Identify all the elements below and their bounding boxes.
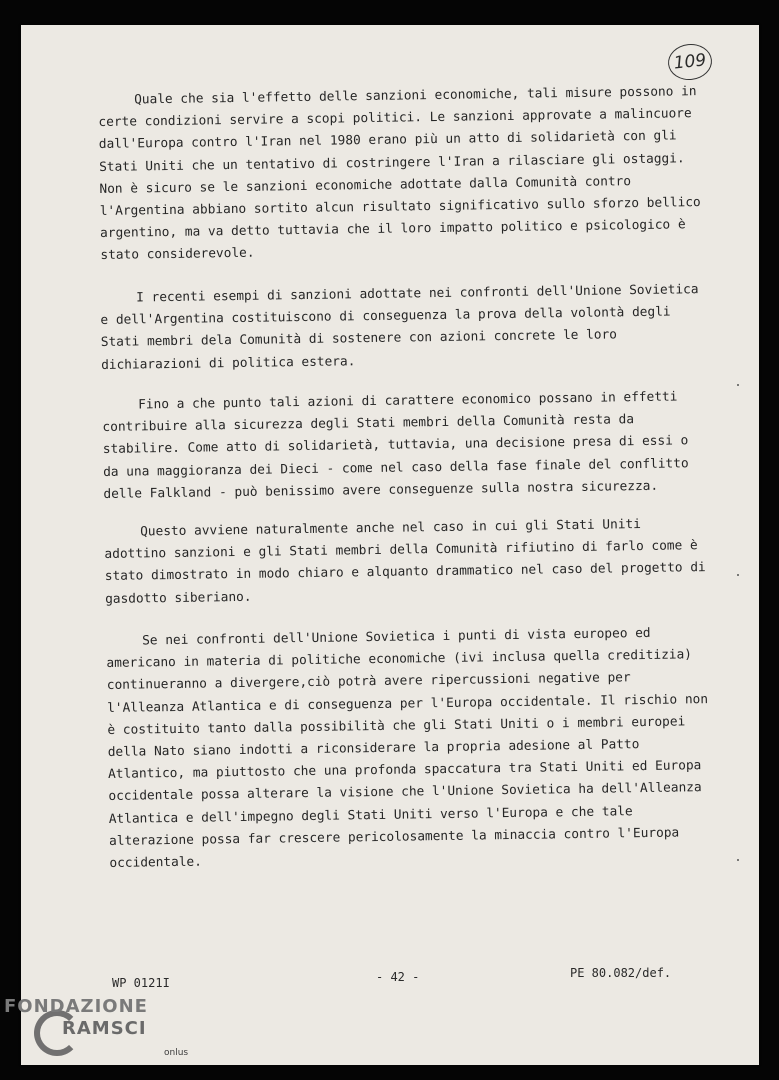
text-line: certe condizioni servire a scopi politici. Le sanzioni approvate a malincuore: [98, 106, 692, 131]
text-line: dall'Europa contro l'Iran nel 1980 erano più un atto di solidarietà con gli: [98, 128, 677, 153]
watermark-line-2: RAMSCI: [62, 1018, 147, 1039]
text-line: continueranno a divergere,ciò potrà avere ripercussioni negative per: [106, 670, 631, 694]
text-line: e dell'Argentina costituiscono di conseguenza la prova della volontà degli: [100, 304, 671, 329]
speck: [737, 574, 739, 576]
text-line: da una maggioranza dei Dieci - come nel caso della fase finale del conflitto: [103, 455, 689, 480]
text-line: l'Alleanza Atlantica e di conseguenza per l'Europa occidentale. Il rischio non: [107, 691, 709, 716]
text-line: della Nato siano indotti a riconsiderare la propria adesione al Patto: [107, 737, 640, 761]
text-line: stato considerevole.: [100, 246, 255, 264]
paragraph-5: [106, 623, 709, 876]
handwritten-page-number: 109: [666, 42, 714, 82]
text-line: l'Argentina abbiano sortito alcun risultato significativo sullo sforzo bellico: [99, 195, 701, 220]
speck: [737, 384, 739, 386]
paragraph-1: [98, 82, 701, 268]
text-line: Non è sicuro se le sanzioni economiche adottate dalla Comunità contro: [99, 173, 632, 197]
text-line: alterazione possa far crescere pericolosamente la minaccia contro l'Europa: [109, 825, 680, 849]
text-line: stato dimostrato in modo chiaro e alquanto drammatico nel caso del progetto di: [104, 560, 706, 585]
footer-page-number: - 42 -: [376, 970, 420, 984]
text-line: contribuire alla sicurezza degli Stati membri della Comunità resta da: [102, 412, 635, 436]
paragraph-2: [100, 280, 699, 377]
text-line: Atlantico, ma piuttosto che una profonda spaccatura tra Stati Uniti ed Europa: [108, 758, 702, 783]
text-line: Stati Uniti che un tentativo di costringere l'Iran a rilasciare gli ostaggi.: [99, 150, 685, 175]
speck: [737, 859, 739, 861]
watermark-line-1: FONDAZIONE: [4, 996, 148, 1017]
text-line: occidentale.: [109, 854, 203, 872]
text-line: delle Falkland - può benissimo avere conseguenze sulla nostra sicurezza.: [103, 478, 659, 502]
text-line: è costituito tanto dalla possibilità che gli Stati Uniti o i membri europei: [107, 714, 686, 738]
text-line: I recenti esempi di sanzioni adottate nei confronti dell'Unione Sovietica: [136, 282, 699, 306]
text-line: americano in materia di politiche economiche (ivi inclusa quella creditizia): [106, 647, 693, 672]
text-line: Fino a che punto tali azioni di carattere economico possano in effetti: [138, 389, 678, 413]
text-line: occidentale possa alterare la visione che l'Unione Sovietica ha dell'Alleanza: [108, 780, 702, 805]
text-line: adottino sanzioni e gli Stati membri della Comunità rifiutino di farlo come è: [104, 538, 698, 563]
text-line: Stati membri dela Comunità di sostenere con azioni concrete le loro: [100, 327, 618, 351]
footer-document-number: PE 80.082/def.: [570, 966, 672, 980]
text-line: stabilire. Come atto di solidarietà, tuttavia, una decisione presa di essi o: [102, 433, 689, 458]
text-line: dichiarazioni di politica estera.: [101, 353, 356, 373]
text-line: gasdotto siberiano.: [105, 589, 252, 607]
text-line: Se nei confronti dell'Unione Sovietica i punti di vista europeo ed: [142, 625, 651, 649]
text-line: Atlantica e dell'impegno degli Stati Uniti verso l'Europa e che tale: [108, 803, 633, 827]
paragraph-3: [102, 387, 689, 506]
fondazione-gramsci-watermark: [4, 996, 204, 1076]
watermark-onlus: onlus: [164, 1048, 189, 1058]
paragraph-4: [104, 514, 706, 611]
text-line: Questo avviene naturalmente anche nel caso in cui gli Stati Uniti: [140, 517, 642, 540]
footer-reference-code: WP 0121I: [112, 976, 170, 990]
text-line: argentino, ma va detto tuttavia che il loro impatto politico e psicologico è: [100, 217, 686, 242]
text-line: Quale che sia l'effetto delle sanzioni economiche, tali misure possono in: [134, 84, 697, 108]
